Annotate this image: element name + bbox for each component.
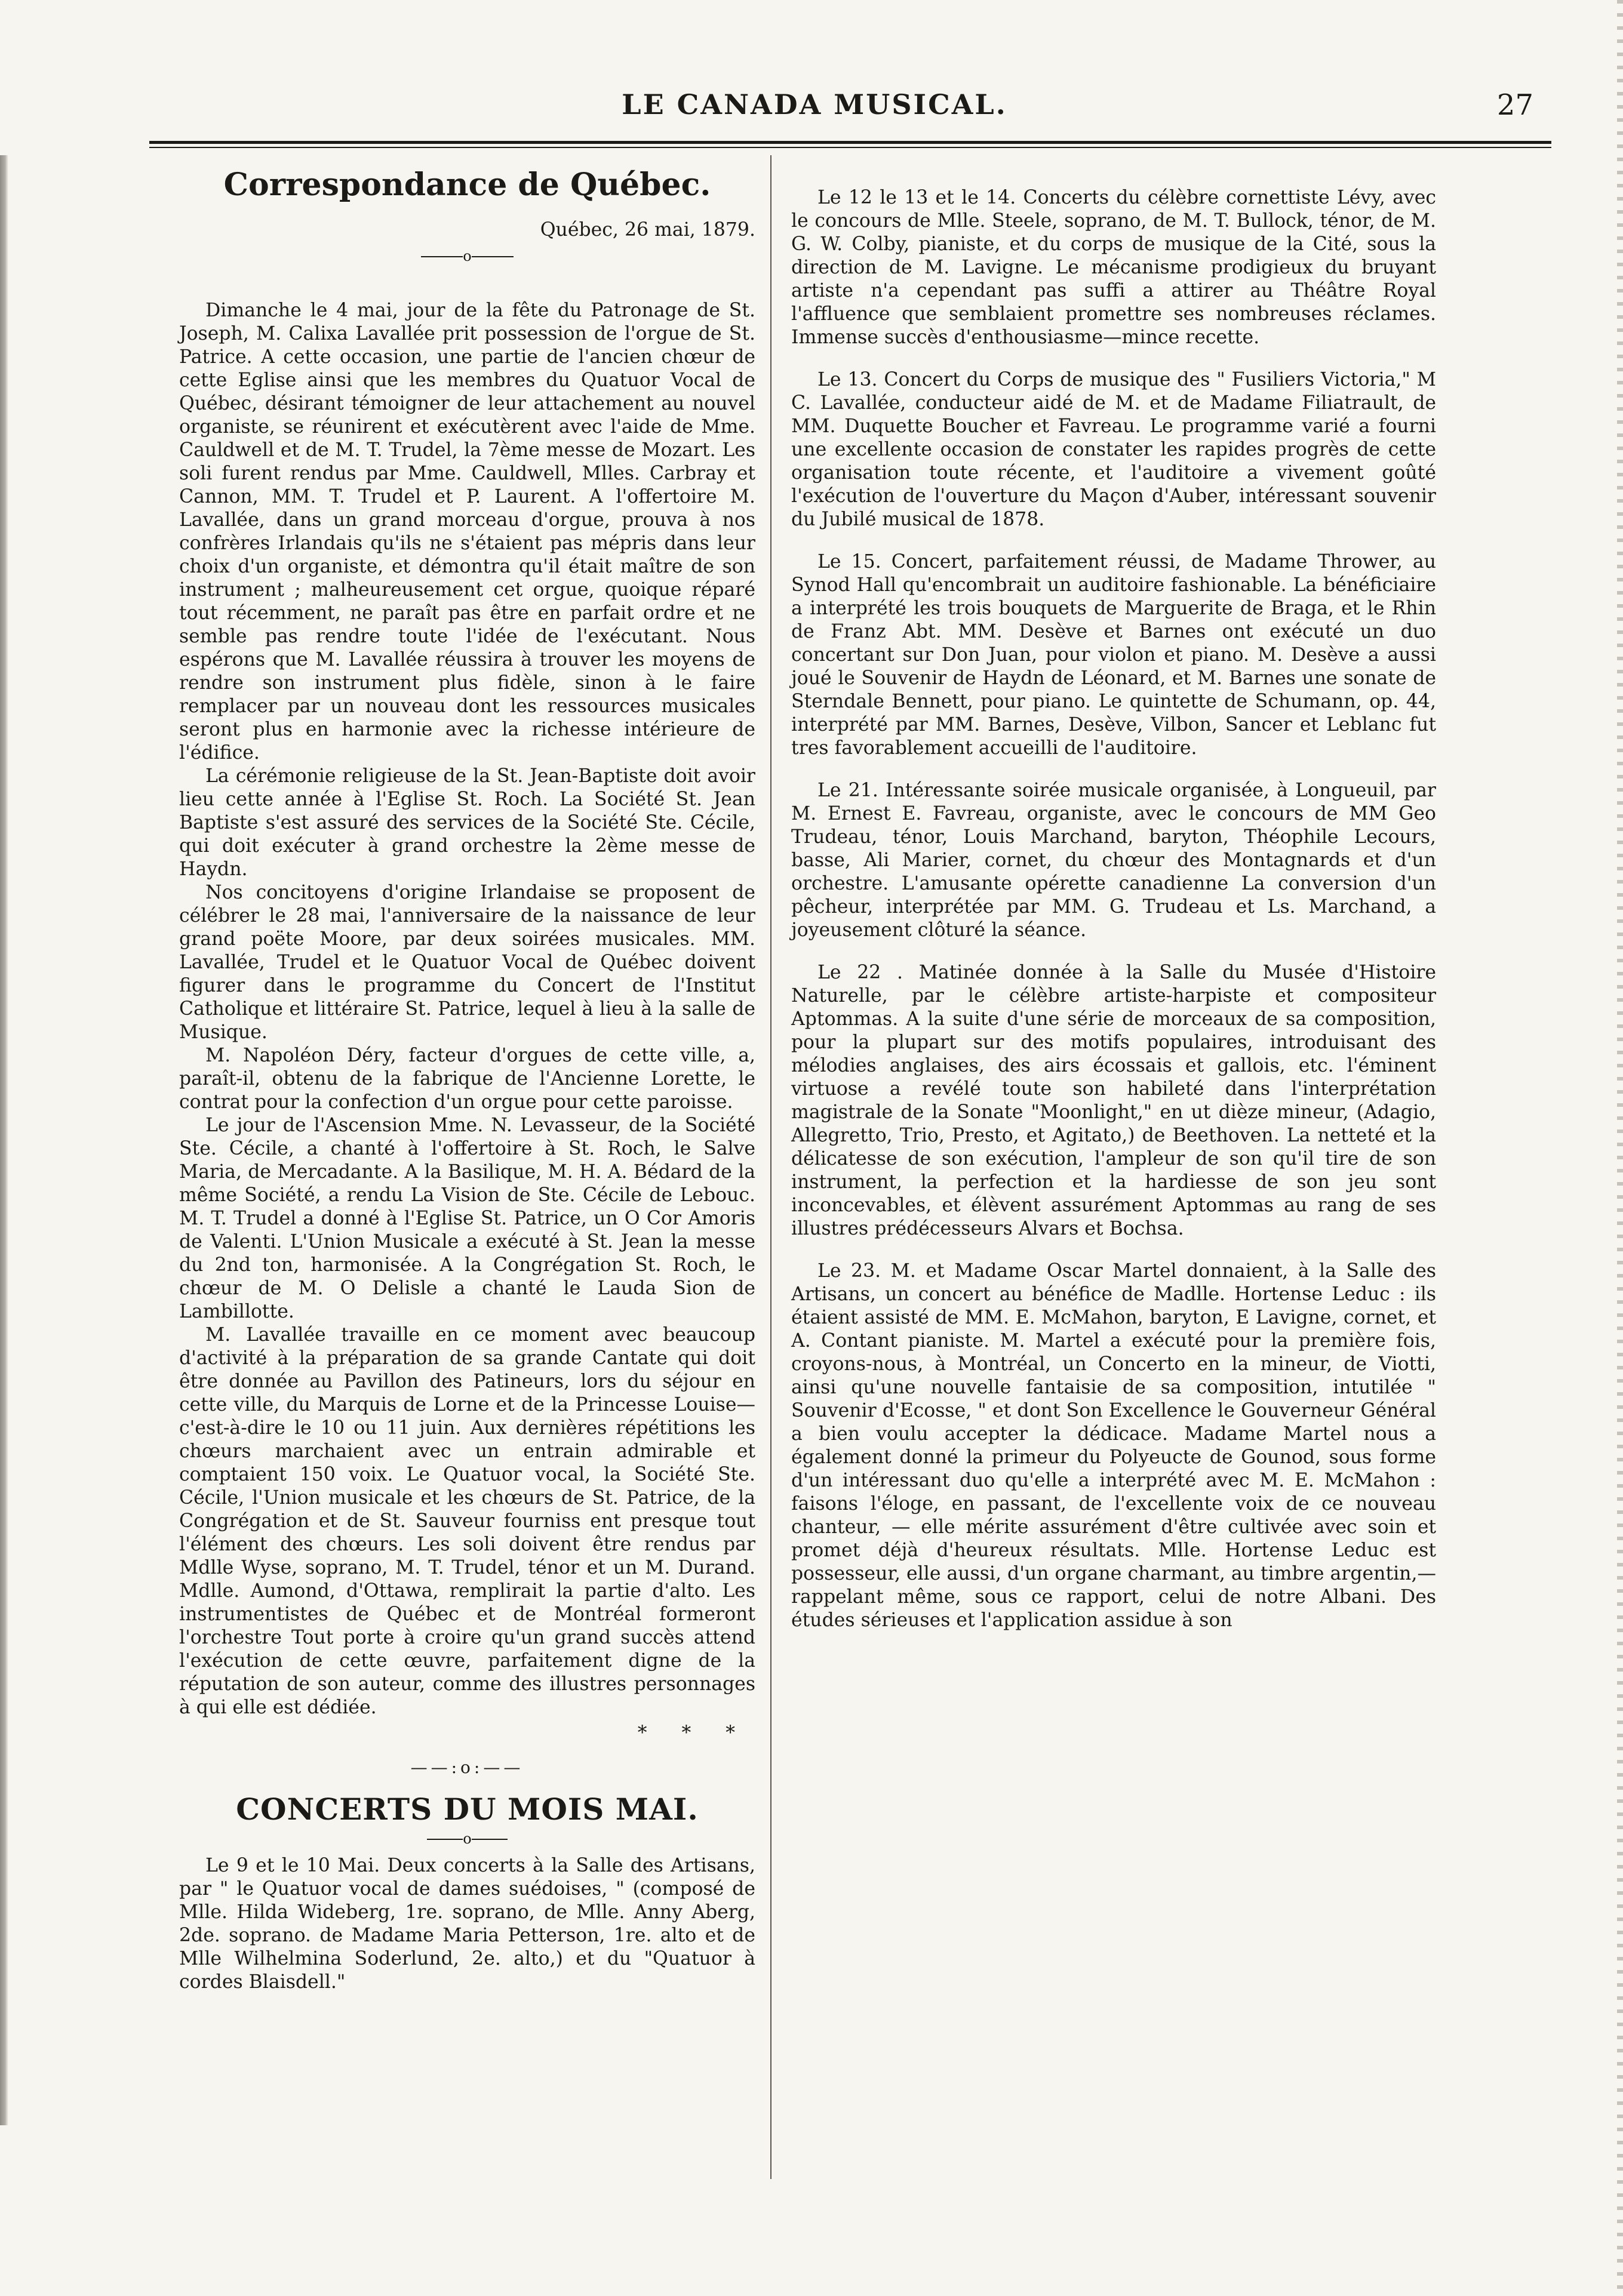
running-title: LE CANADA MUSICAL. bbox=[622, 88, 1007, 121]
dateline: Québec, 26 mai, 1879. bbox=[540, 219, 755, 241]
header-rule-thin bbox=[149, 147, 1551, 148]
scan-edge-shadow bbox=[0, 155, 8, 2125]
paragraph: La cérémonie religieuse de la St. Jean-Baptiste doit avoir lieu cette année à l'Eglise St. Roch. La Société St. Jean Baptiste s'est assuré des services de la Société Ste. Cécile, qui doit exécuter à grand orchestre la 2ème messe de Haydn. bbox=[179, 765, 755, 880]
concert-entry: Le 21. Intéressante soirée musicale organisée, à Longueuil, par M. Ernest E. Favreau, organiste, avec le concours de MM Geo Trudeau, ténor, Louis Marchand, baryton, Théophile Lecours, basse, Ali Marier, cornet, du chœur des Montagnards et d'un orchestre. L'amusante opérette canadienne La conversion d'un pêcheur, interprétée par MM. G. Trudeau et Ls. Marchand, a joyeusement clôturé la séance. bbox=[791, 780, 1436, 941]
right-column bbox=[791, 167, 1436, 1632]
concerts-heading: CONCERTS DU MOIS MAI. bbox=[236, 1792, 699, 1827]
paragraph: M. Napoléon Déry, facteur d'orgues de cette ville, a, paraît-il, obtenu de la fabrique de l'Ancienne Lorette, le contrat pour la confection d'un orgue pour cette paroisse. bbox=[179, 1045, 755, 1113]
section-divider: o bbox=[179, 244, 755, 268]
page-number: 27 bbox=[1496, 88, 1533, 122]
scan-edge-right bbox=[1617, 0, 1623, 2296]
section-ornament: ——:o:—— bbox=[410, 1758, 524, 1777]
paragraph: M. Lavallée travaille en ce moment avec beaucoup d'activité à la préparation de sa grande Cantate qui doit être donnée au Pavillon des Patineurs, lors du séjour en cette ville, du Marquis de Lorne et de la Princesse Louise—c'est-à-dire le 10 ou 11 juin. Aux dernières répétitions les chœurs marchaient avec un entrain admirable et comptaient 150 voix. Le Quatuor vocal, la Société Ste. Cécile, l'Union musicale et les chœurs de St. Patrice, de la Congrégation et de St. Sauveur fourniss ent presque tout l'élément des chœurs. Les soli doivent être rendus par Mdlle Wyse, soprano, M. T. Trudel, ténor et un M. Durand. Mdlle. Aumond, d'Ottawa, remplirait la partie d'alto. Les instrumentistes de Québec et de Montréal formeront l'orchestre Tout porte à croire qu'un grand succès attend l'exécution de cette œuvre, parfaitement digne de la réputation de son auteur, comme des illustres personnages à qui elle est dédiée. bbox=[179, 1324, 755, 1718]
concert-entry: Le 15. Concert, parfaitement réussi, de Madame Thrower, au Synod Hall qu'encombrait un auditoire fashionable. La bénéficiaire a interprété les trois bouquets de Marguerite de Braga, et le Rhin de Franz Abt. MM. Desève et Barnes ont exécuté un duo concertant sur Don Juan, pour violon et piano. M. Desève a aussi joué le Souvenir de Haydn de Léonard, et M. Barnes une sonate de Sterndale Bennett, pour piano. Le quintette de Schumann, op. 44, interprété par MM. Barnes, Desève, Vilbon, Sancer et Leblanc fut tres favorablement accueilli de l'auditoire. bbox=[791, 551, 1436, 759]
paragraph: Nos concitoyens d'origine Irlandaise se proposent de célébrer le 28 mai, l'anniversaire de la naissance de leur grand poëte Moore, par deux soirées musicales. MM. Lavallée, Trudel et le Quatuor Vocal de Québec doivent figurer dans le programme du Concert de l'Institut Catholique et littéraire St. Patrice, lequel à lieu à la salle de Musique. bbox=[179, 882, 755, 1043]
section-stars: * * * bbox=[637, 1722, 749, 1744]
left-column bbox=[179, 167, 755, 1994]
concert-entry: Le 9 et le 10 Mai. Deux concerts à la Salle des Artisans, par " le Quatuor vocal de dames suédoises, " (composé de Mlle. Hilda Wideberg, 1re. soprano, de Mlle. Anny Aberg, 2de. soprano. de Madame Maria Petterson, 1re. alto et de Mlle Wilhelmina Soderlund, 2e. alto,) et du "Quatuor à cordes Blaisdell." bbox=[179, 1855, 755, 1993]
page-header bbox=[78, 88, 1551, 124]
concert-entry: Le 13. Concert du Corps de musique des " Fusiliers Victoria," M C. Lavallée, conducteur aidé de M. et de Madame Filiatrault, de MM. Duquette Boucher et Favreau. Le programme varié a fourni une excellente occasion de constater les rapides progrès de cette organisation toute récente, et l'auditoire a vivement goûté l'exécution de l'ouverture du Maçon d'Auber, intéressant souvenir du Jubilé musical de 1878. bbox=[791, 369, 1436, 530]
header-rule-thick bbox=[149, 141, 1551, 144]
section-divider: o bbox=[179, 1827, 755, 1851]
concert-entry: Le 22 . Matinée donnée à la Salle du Musée d'Histoire Naturelle, par le célèbre artiste-harpiste et compositeur Aptommas. A la suite d'une série de morceaux de sa composition, pour la plupart sur des motifs populaires, introduisant des mélodies anglaises, des airs écossais et gallois, etc. l'éminent virtuose a revélé toute son habileté dans l'interprétation magistrale de la Sonate "Moonlight," en ut dièze mineur, (Adagio, Allegretto, Trio, Presto, et Agitato,) de Beethoven. La netteté et la délicatesse de son exécution, l'ampleur de son qu'il tire de son instrument, la perfection et la hardiesse de son jeu sont inconcevables, et élèvent assurément Aptommas au rang de ses illustres prédécesseurs Alvars et Bochsa. bbox=[791, 962, 1436, 1239]
concert-entry: Le 12 le 13 et le 14. Concerts du célèbre cornettiste Lévy, avec le concours de Mlle. Steele, soprano, de M. T. Bullock, ténor, de M. G. W. Colby, pianiste, et du corps de musique de la Cité, sous la direction de M. Lavigne. Le mécanisme prodigieux du bruyant artiste n'a cependant pas suffi a attirer au Théâtre Royal l'affluence que semblaient promettre ses nombreuses réclames. Immense succès d'enthousiasme—mince recette. bbox=[791, 187, 1436, 348]
column-divider bbox=[770, 155, 771, 2179]
correspondance-heading: Correspondance de Québec. bbox=[223, 167, 711, 203]
paragraph: Le jour de l'Ascension Mme. N. Levasseur, de la Société Ste. Cécile, a chanté à l'offertoire à St. Roch, le Salve Maria, de Mercadante. A la Basilique, M. H. A. Bédard de la même Société, a rendu La Vision de Ste. Cécile de Lebouc. M. T. Trudel a donné à l'Eglise St. Patrice, un O Cor Amoris de Valenti. L'Union Musicale a exécuté à St. Jean la messe du 2nd ton, harmonisée. A la Congrégation St. Roch, le chœur de M. O Delisle a chanté le Lauda Sion de Lambillotte. bbox=[179, 1115, 755, 1322]
concert-entry: Le 23. M. et Madame Oscar Martel donnaient, à la Salle des Artisans, un concert au bénéfice de Madlle. Hortense Leduc : ils étaient assisté de MM. E. McMahon, baryton, E Lavigne, cornet, et A. Contant pianiste. M. Martel a exécuté pour la première fois, croyons-nous, à Montréal, un Concerto en la mineur, de Viotti, ainsi qu'une nouvelle fantaisie de sa composition, intutilée " Souvenir d'Ecosse, " et dont Son Excellence le Gouverneur Général a bien voulu accepter la dédicace. Madame Martel nous a également donné la primeur du Polyeucte de Gounod, sous forme d'un intéressant duo qu'elle a interprété avec M. E. McMahon : faisons l'éloge, en passant, de l'excellente voix de ce nouveau chanteur, — elle mérite assurément d'être cultivée avec soin et promet déjà d'heureux résultats. Mlle. Hortense Leduc est possesseur, elle aussi, d'un organe charmant, au timbre argentin,—rappelant même, sous ce rapport, celui de notre Albani. Des études sérieuses et l'application assidue à son bbox=[791, 1260, 1436, 1631]
paragraph: Dimanche le 4 mai, jour de la fête du Patronage de St. Joseph, M. Calixa Lavallée prit possession de l'orgue de St. Patrice. A cette occasion, une partie de l'ancien chœur de cette Eglise ainsi que les membres du Quatuor Vocal de Québec, désirant témoigner de leur attachement au nouvel organiste, se réunirent et exécutèrent avec l'aide de Mme. Cauldwell et de M. T. Trudel, la 7ème messe de Mozart. Les soli furent rendus par Mme. Cauldwell, Mlles. Carbray et Cannon, MM. T. Trudel et P. Laurent. A l'offertoire M. Lavallée, dans un grand morceau d'orgue, prouva à nos confrères Irlandais qu'ils ne s'étaient pas mépris dans leur choix d'un organiste, et démontra qu'il était maître de son instrument ; malheureusement cet orgue, quoique réparé tout récemment, ne paraît pas être en parfait ordre et ne semble pas rendre toute l'idée de l'exécutant. Nous espérons que M. Lavallée réussira à trouver les moyens de rendre son instrument plus fidèle, sinon à le faire remplacer par un nouveau dont les ressources musicales seront plus en harmonie avec la richesse intérieure de l'édifice. bbox=[179, 300, 755, 764]
